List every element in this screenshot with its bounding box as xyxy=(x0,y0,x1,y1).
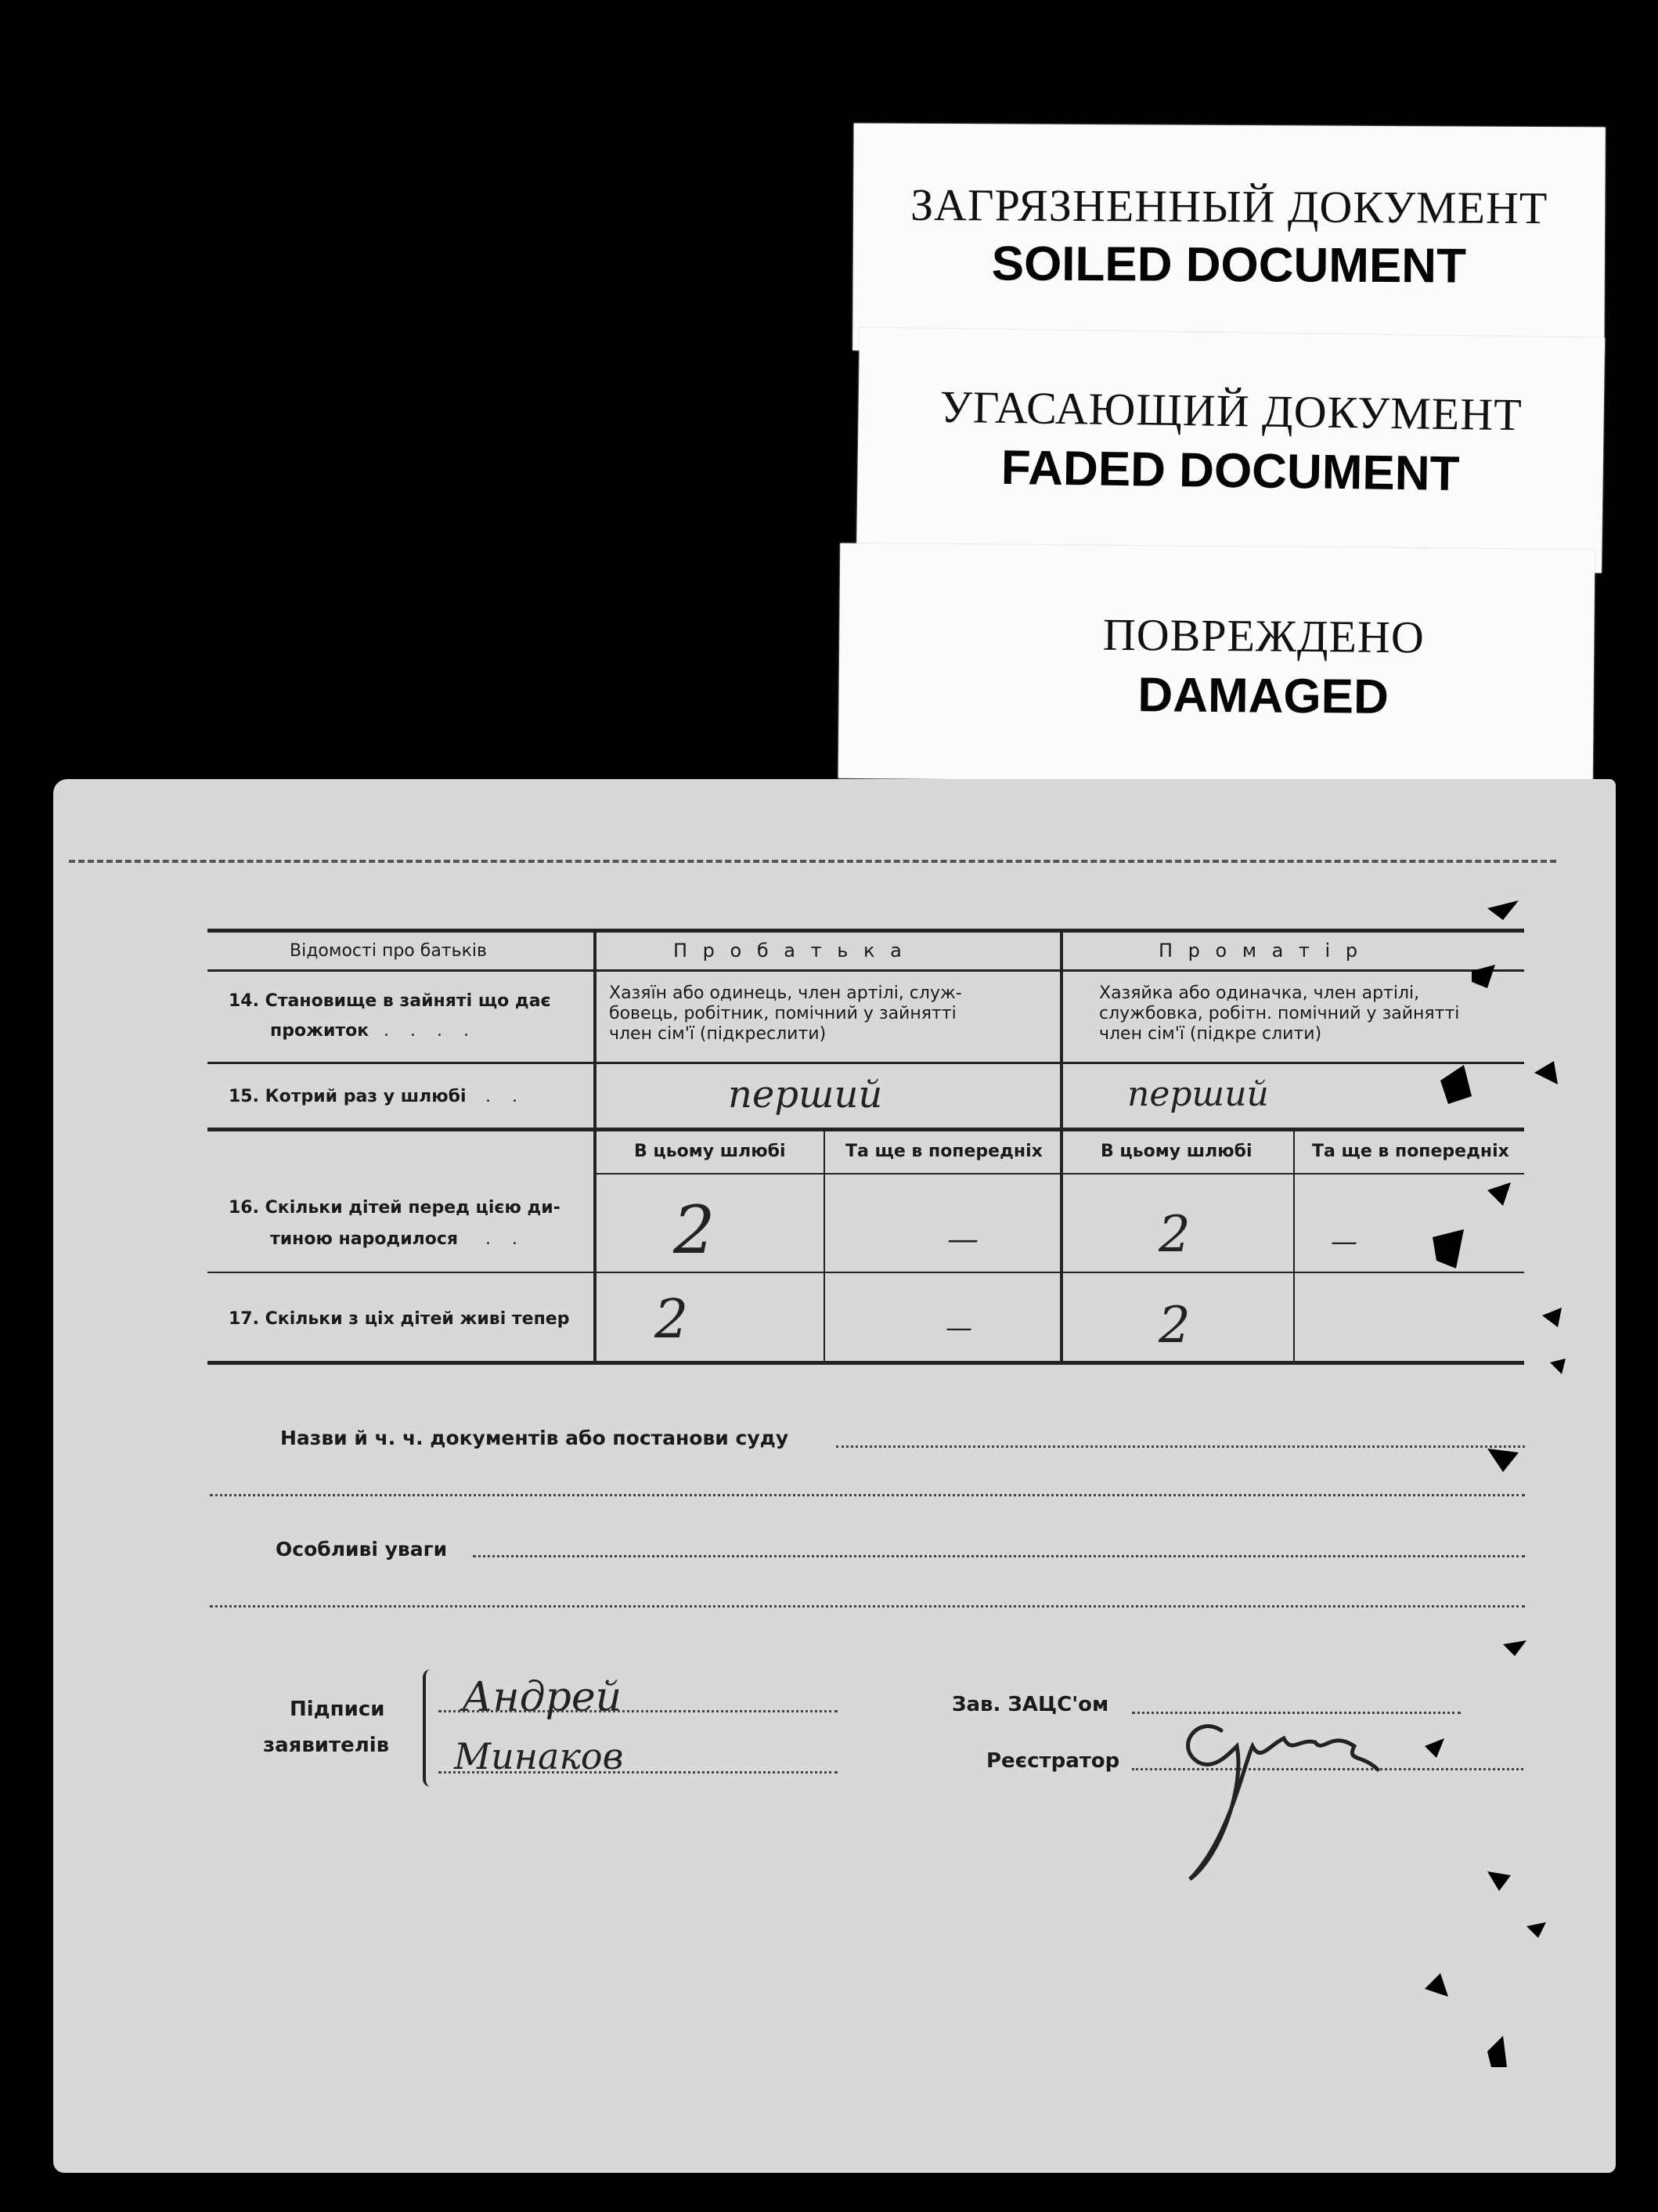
registrar-label: Реєстратор xyxy=(986,1749,1120,1773)
row17-mother-this: 2 xyxy=(1159,1297,1191,1355)
row14-father-line: Хазяїн або одинець, член артілі, служ- xyxy=(609,983,962,1003)
row15-label: 15. Котрий раз у шлюбі xyxy=(229,1087,467,1106)
mother-header: П р о м а т і р xyxy=(1159,940,1363,962)
signatures-label-cont: заявителів xyxy=(263,1734,390,1757)
father-header: П р о б а т ь к а xyxy=(673,940,906,962)
mother-this-marriage-header: В цьому шлюбі xyxy=(1101,1142,1253,1161)
registry-head-label: Зав. ЗАЦС'ом xyxy=(952,1693,1109,1716)
label-en-text: SOILED DOCUMENT xyxy=(991,236,1467,294)
notes-label: Особливі уваги xyxy=(276,1538,448,1561)
label-ru-text: ПОВРЕЖДЕНО xyxy=(1102,608,1426,663)
row17-father-prev: — xyxy=(946,1312,972,1344)
row14-label: 14. Становище в зайняті що дає xyxy=(229,991,551,1011)
father-previous-header: Та ще в попередніх xyxy=(845,1142,1043,1161)
signer2-signature: Минаков xyxy=(454,1735,624,1777)
signatures-label: Підписи xyxy=(290,1698,385,1721)
row15-father-value: перший xyxy=(728,1073,883,1117)
leader-dots: . . xyxy=(485,1229,525,1249)
row17-label: 17. Скільки з ціх дітей живі тепер xyxy=(229,1309,570,1329)
row15-mother-value: перший xyxy=(1127,1074,1269,1114)
row14-father-line: член сім'ї (підкреслити) xyxy=(609,1024,827,1044)
row16-label: 16. Скільки дітей перед цією ди- xyxy=(229,1198,560,1218)
leader-dots: . . xyxy=(485,1087,525,1106)
row16-label-cont: тиною народилося xyxy=(270,1229,459,1249)
row16-mother-this: 2 xyxy=(1159,1206,1191,1264)
row16-father-this: 2 xyxy=(673,1192,715,1268)
row14-mother-line: член сім'ї (підкре слити) xyxy=(1099,1024,1322,1044)
parents-info-header: Відомості про батьків xyxy=(290,941,487,961)
row17-father-this: 2 xyxy=(654,1289,689,1351)
documents-label: Назви й ч. ч. документів або постанови суду xyxy=(280,1427,789,1449)
row14-father-line: бовець, робітник, помічний у зайнятті xyxy=(609,1004,957,1023)
label-ru-text: УГАСАЮЩИЙ ДОКУМЕНТ xyxy=(939,381,1523,441)
row14-mother-line: Хазяйка або одиначка, член артілі, xyxy=(1099,983,1420,1003)
row16-mother-prev: — xyxy=(1331,1226,1357,1258)
label-en-text: FADED DOCUMENT xyxy=(1000,440,1460,502)
row14-mother-line: службовка, робітн. помічний у зайнятті xyxy=(1099,1004,1460,1023)
label-en-text: DAMAGED xyxy=(1137,668,1389,724)
label-ru-text: ЗАГРЯЗНЕННЫЙ ДОКУМЕНТ xyxy=(910,179,1548,234)
leader-dots: . . . . xyxy=(384,1021,477,1041)
row14-label-cont: прожиток xyxy=(270,1021,369,1041)
row16-father-prev: — xyxy=(947,1221,979,1258)
father-this-marriage-header: В цьому шлюбі xyxy=(634,1142,786,1161)
signer1-signature: Андрей xyxy=(462,1674,622,1721)
mother-previous-header: Та ще в попередніх xyxy=(1312,1142,1509,1161)
